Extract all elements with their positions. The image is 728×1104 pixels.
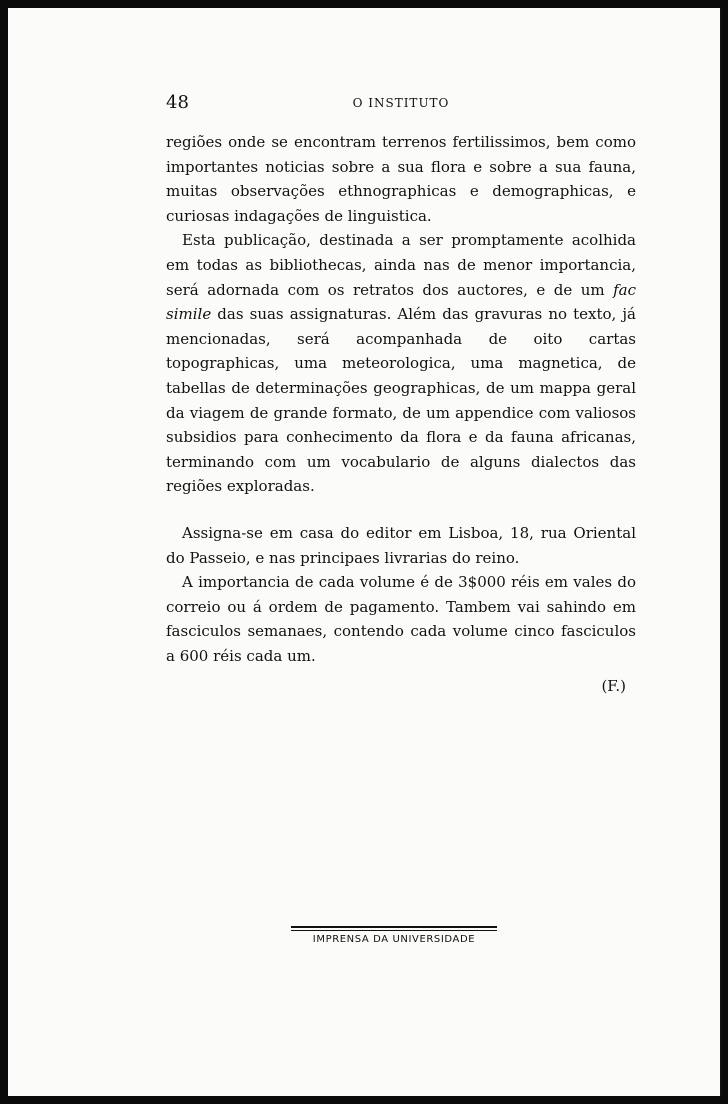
- page-header: [166, 92, 636, 118]
- running-title: O INSTITUTO: [352, 96, 450, 110]
- printer-name: IMPRENSA DA UNIVERSIDADE: [312, 934, 476, 945]
- fac-simile-term: fac simile: [166, 280, 636, 324]
- book-page: [8, 8, 722, 1096]
- paragraph-2: [166, 228, 636, 499]
- page-number: 48: [166, 92, 189, 113]
- paragraph-4: A importancia de cada volume é de 3$000 réis em vales do correio ou á ordem de pagamento. Tambem vai sahindo em fasciculos semanaes, contendo cada volume cinco fasciculos a 600 réis cada um.: [166, 573, 636, 665]
- paragraph-2-text-end: das suas assignaturas. Além das gravuras no texto, já mencionadas, será acompanhada de oito cartas topographicas, uma meteorologica, uma magnetica, de tabellas de determinações geographicas, de um mappa geral da viagem de grande formato, de um appendice com valiosos subsidios para conhecimento da flora e da fauna africanas, terminando com um vocabulario de alguns dialectos das regiões exploradas.: [166, 305, 636, 496]
- signature-line: [166, 670, 636, 696]
- author-signature: (F.): [601, 677, 626, 696]
- paragraph-3: Assigna-se em casa do editor em Lisboa, 18, rua Oriental do Passeio, e nas principaes livrarias do reino.: [166, 523, 636, 567]
- paragraph-2-text-start: Esta publicação, destinada a ser promptamente acolhida em todas as bibliothecas, ainda nas de menor importancia, será adornada com os retratos dos auctores, e de um: [166, 231, 636, 299]
- paragraph-1: regiões onde se encontram terrenos fertilissimos, bem como importantes noticias sobre a sua flora e sobre a sua fauna, muitas observações ethnographicas e demographicas, e curiosas indagações de linguistica.: [166, 133, 636, 225]
- imprint-rule-thick: [291, 926, 497, 928]
- body-text: [166, 130, 636, 696]
- imprint-rule-thin: [291, 930, 497, 931]
- printer-imprint: [291, 926, 497, 945]
